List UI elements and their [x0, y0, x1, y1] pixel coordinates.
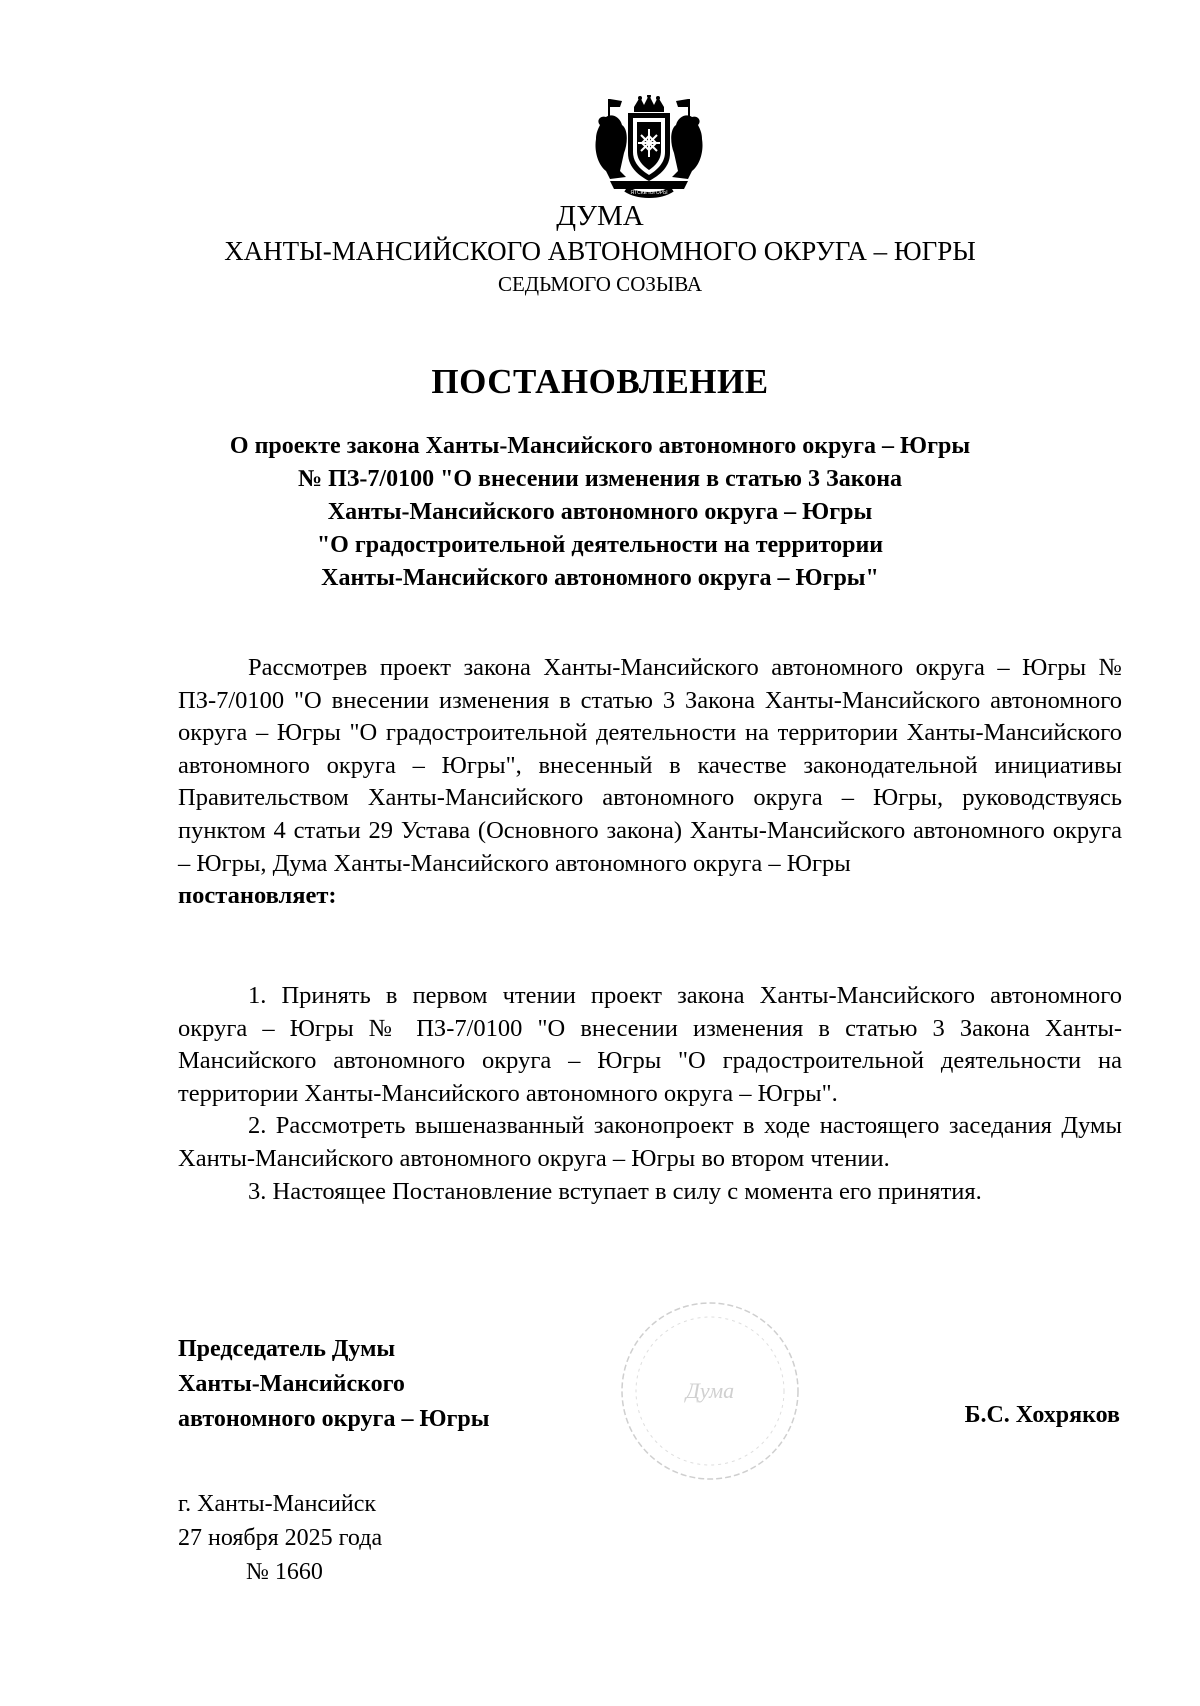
preamble-text: Рассмотрев проект закона Ханты-Мансийского автономного округа – Югры № ПЗ-7/0100 "О внесении изменения в статью 3 Закона Ханты-Мансийского автономного округа – Югры "О градостроительной деятельности на территории Ханты-Мансийского автономного округа – Югры", внесенный в качестве законодательной инициативы Правительством Ханты-Мансийского автономного округа – Югры, руководствуясь пунктом 4 статьи 29 Устава (Основного закона) Ханты-Мансийского автономного округа – Югры, Дума Ханты-Мансийского автономного округа – Югры [178, 654, 1122, 877]
subject-line: № ПЗ-7/0100 "О внесении изменения в статью 3 Закона [297, 466, 903, 492]
subject-line: Ханты-Мансийского автономного округа – Югры" [321, 565, 879, 591]
duma-heading: ДУМА [556, 200, 644, 232]
place: г. Ханты-Мансийск [178, 1491, 377, 1517]
signatory-position [178, 1332, 489, 1437]
stamp-text: Дума [685, 1378, 735, 1403]
preamble [178, 652, 1122, 913]
signatory-line: автономного округа – Югры [178, 1406, 490, 1432]
place-date-block [178, 1487, 382, 1589]
seal-stamp-icon [615, 1296, 805, 1486]
subject-line: Ханты-Мансийского автономного округа – Югры [327, 499, 873, 525]
resolves-word: постановляет: [178, 882, 337, 910]
coat-of-arms-icon [590, 95, 708, 203]
emblem-motto: ЯТСКЕ ЮГОРЫ [630, 190, 668, 196]
signatory-name: Б.С. Хохряков [964, 1402, 1120, 1428]
resolution-item: 3. Настоящее Постановление вступает в силу с момента его принятия. [248, 1177, 982, 1205]
signatory-line: Председатель Думы [178, 1336, 396, 1362]
signatory-line: Ханты-Мансийского [178, 1371, 405, 1397]
resolution-items [178, 980, 1122, 1208]
date: 27 ноября 2025 года [178, 1525, 383, 1551]
document-number: № 1660 [246, 1559, 323, 1585]
subject-line: О проекте закона Ханты-Мансийского автономного округа – Югры [229, 433, 971, 459]
okrug-heading: ХАНТЫ-МАНСИЙСКОГО АВТОНОМНОГО ОКРУГА – ЮГРЫ [224, 236, 976, 266]
document-subject [0, 430, 1200, 595]
resolution-item: 2. Рассмотреть вышеназванный законопроект в ходе настоящего заседания Думы Ханты-Мансийского автономного округа – Югры во втором чтении. [178, 1112, 1122, 1172]
convocation-heading: СЕДЬМОГО СОЗЫВА [497, 272, 703, 296]
subject-line: "О градостроительной деятельности на территории [316, 532, 884, 558]
resolution-item: 1. Принять в первом чтении проект закона Ханты-Мансийского автономного округа – Югры № ПЗ-7/0100 "О внесении изменения в статью 3 Закона Ханты-Мансийского автономного округа – Югры "О градостроительной деятельности на территории Ханты-Мансийского автономного округа – Югры". [178, 982, 1122, 1107]
document-type-title: ПОСТАНОВЛЕНИЕ [431, 362, 769, 401]
